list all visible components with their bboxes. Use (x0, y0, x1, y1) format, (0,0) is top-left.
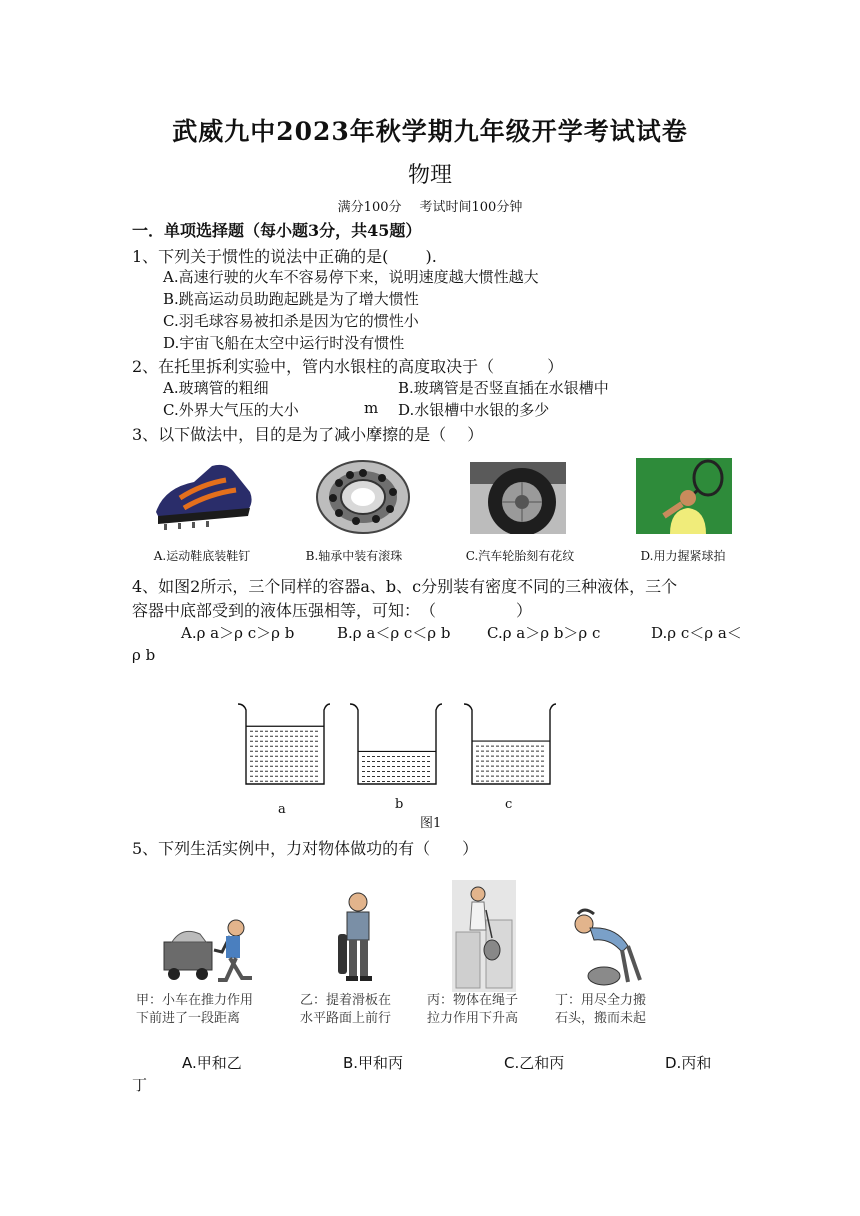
container-b (350, 704, 442, 784)
lifting-rope-icon (452, 880, 516, 992)
full-score: 满分100分 (337, 200, 402, 215)
page-title: 武威九中2023年秋学期九年级开学考试试卷 (172, 117, 688, 146)
ball-bearing-icon (312, 456, 414, 538)
question-2-stem: 2、在托里拆利实验中，管内水银柱的高度取决于（ ） (132, 357, 564, 376)
tire-icon (470, 462, 566, 534)
q2-option-b: B.玻璃管是否竖直插在水银槽中 (398, 379, 609, 397)
q5-caption-ding (555, 992, 646, 1028)
q5-option-a: A.甲和乙 (182, 1054, 242, 1072)
container-label-c: c (505, 797, 513, 812)
q5-caption-ding-line1: 丁：用尽全力搬 (555, 993, 647, 1008)
question-3-stem: 3、以下做法中，目的是为了减小摩擦的是（ ） (132, 425, 484, 444)
q2-option-c: C.外界大气压的大小 (163, 401, 299, 419)
q5-option-b: B.甲和丙 (343, 1054, 404, 1072)
lifting-stone-icon (564, 904, 652, 988)
q4-option-d-wrap: ρ b (132, 646, 156, 664)
q2-stray-mark: m (364, 399, 379, 417)
q3-caption-a: A.运动鞋底装鞋钉 (153, 549, 251, 563)
exam-time: 考试时间100分钟 (419, 200, 523, 215)
question-4-stem-line1: 4、如图2所示，三个同样的容器a、b、c分别装有密度不同的三种液体，三个 (132, 577, 678, 596)
q1-option-a: A.高速行驶的火车不容易停下来，说明速度越大惯性越大 (163, 268, 539, 286)
container-a (238, 704, 330, 784)
q5-caption-jia (136, 992, 253, 1028)
q2-option-d: D.水银槽中水银的多少 (398, 401, 550, 419)
q1-option-b: B.跳高运动员助跑起跳是为了增大惯性 (163, 290, 419, 308)
q3-caption-b: B.轴承中装有滚珠 (305, 549, 403, 563)
section-heading: 一．单项选择题（每小题3分，共45题） (132, 221, 422, 240)
q3-caption-d: D.用力握紧球拍 (640, 549, 726, 563)
q5-caption-jia-line2: 下前进了一段距离 (136, 1011, 241, 1026)
q5-caption-bing-line2: 拉力作用下升高 (427, 1011, 519, 1026)
q3-caption-c: C.汽车轮胎刻有花纹 (465, 549, 575, 563)
question-1-stem: 1、下列关于惯性的说法中正确的是( ). (132, 247, 437, 266)
q4-option-b: B.ρ a＜ρ c＜ρ b (337, 624, 451, 642)
pushing-cart-icon (156, 904, 266, 988)
q5-caption-yi (300, 992, 391, 1028)
container-label-a: a (278, 802, 286, 817)
q5-caption-bing (427, 992, 518, 1028)
q4-option-c: C.ρ a＞ρ b＞ρ c (487, 624, 601, 642)
q5-caption-jia-line1: 甲：小车在推力作用 (136, 993, 254, 1008)
q1-option-c: C.羽毛球容易被扣杀是因为它的惯性小 (163, 312, 419, 330)
q5-caption-bing-line1: 丙：物体在绳子 (427, 993, 519, 1008)
q5-caption-yi-line2: 水平路面上前行 (300, 1011, 392, 1026)
q5-caption-ding-line2: 石头，搬而未起 (555, 1011, 647, 1026)
container-label-b: b (395, 797, 404, 812)
q5-option-d-wrap: 丁 (132, 1076, 148, 1094)
containers-figure (232, 696, 562, 792)
container-c (464, 704, 556, 784)
q4-option-d: D.ρ c＜ρ a＜ (651, 624, 742, 642)
q2-option-a: A.玻璃管的粗细 (163, 379, 269, 397)
figure-label: 图1 (420, 816, 442, 831)
q5-caption-yi-line1: 乙：提着滑板在 (300, 993, 392, 1008)
q5-option-d: D.丙和 (665, 1054, 712, 1072)
tennis-player-icon (636, 458, 732, 534)
subject-title: 物理 (407, 163, 452, 188)
carrying-skateboard-icon (330, 890, 390, 990)
q1-option-d: D.宇宙飞船在太空中运行时没有惯性 (163, 334, 405, 352)
question-5-stem: 5、下列生活实例中，力对物体做功的有（ ） (132, 839, 479, 858)
q5-option-c: C.乙和丙 (504, 1054, 565, 1072)
question-4-stem-line2: 容器中底部受到的液体压强相等，可知： （ ） (132, 601, 533, 620)
running-shoe-icon (150, 458, 260, 534)
q4-option-a: A.ρ a＞ρ c＞ρ b (181, 624, 295, 642)
exam-meta (0, 196, 860, 215)
